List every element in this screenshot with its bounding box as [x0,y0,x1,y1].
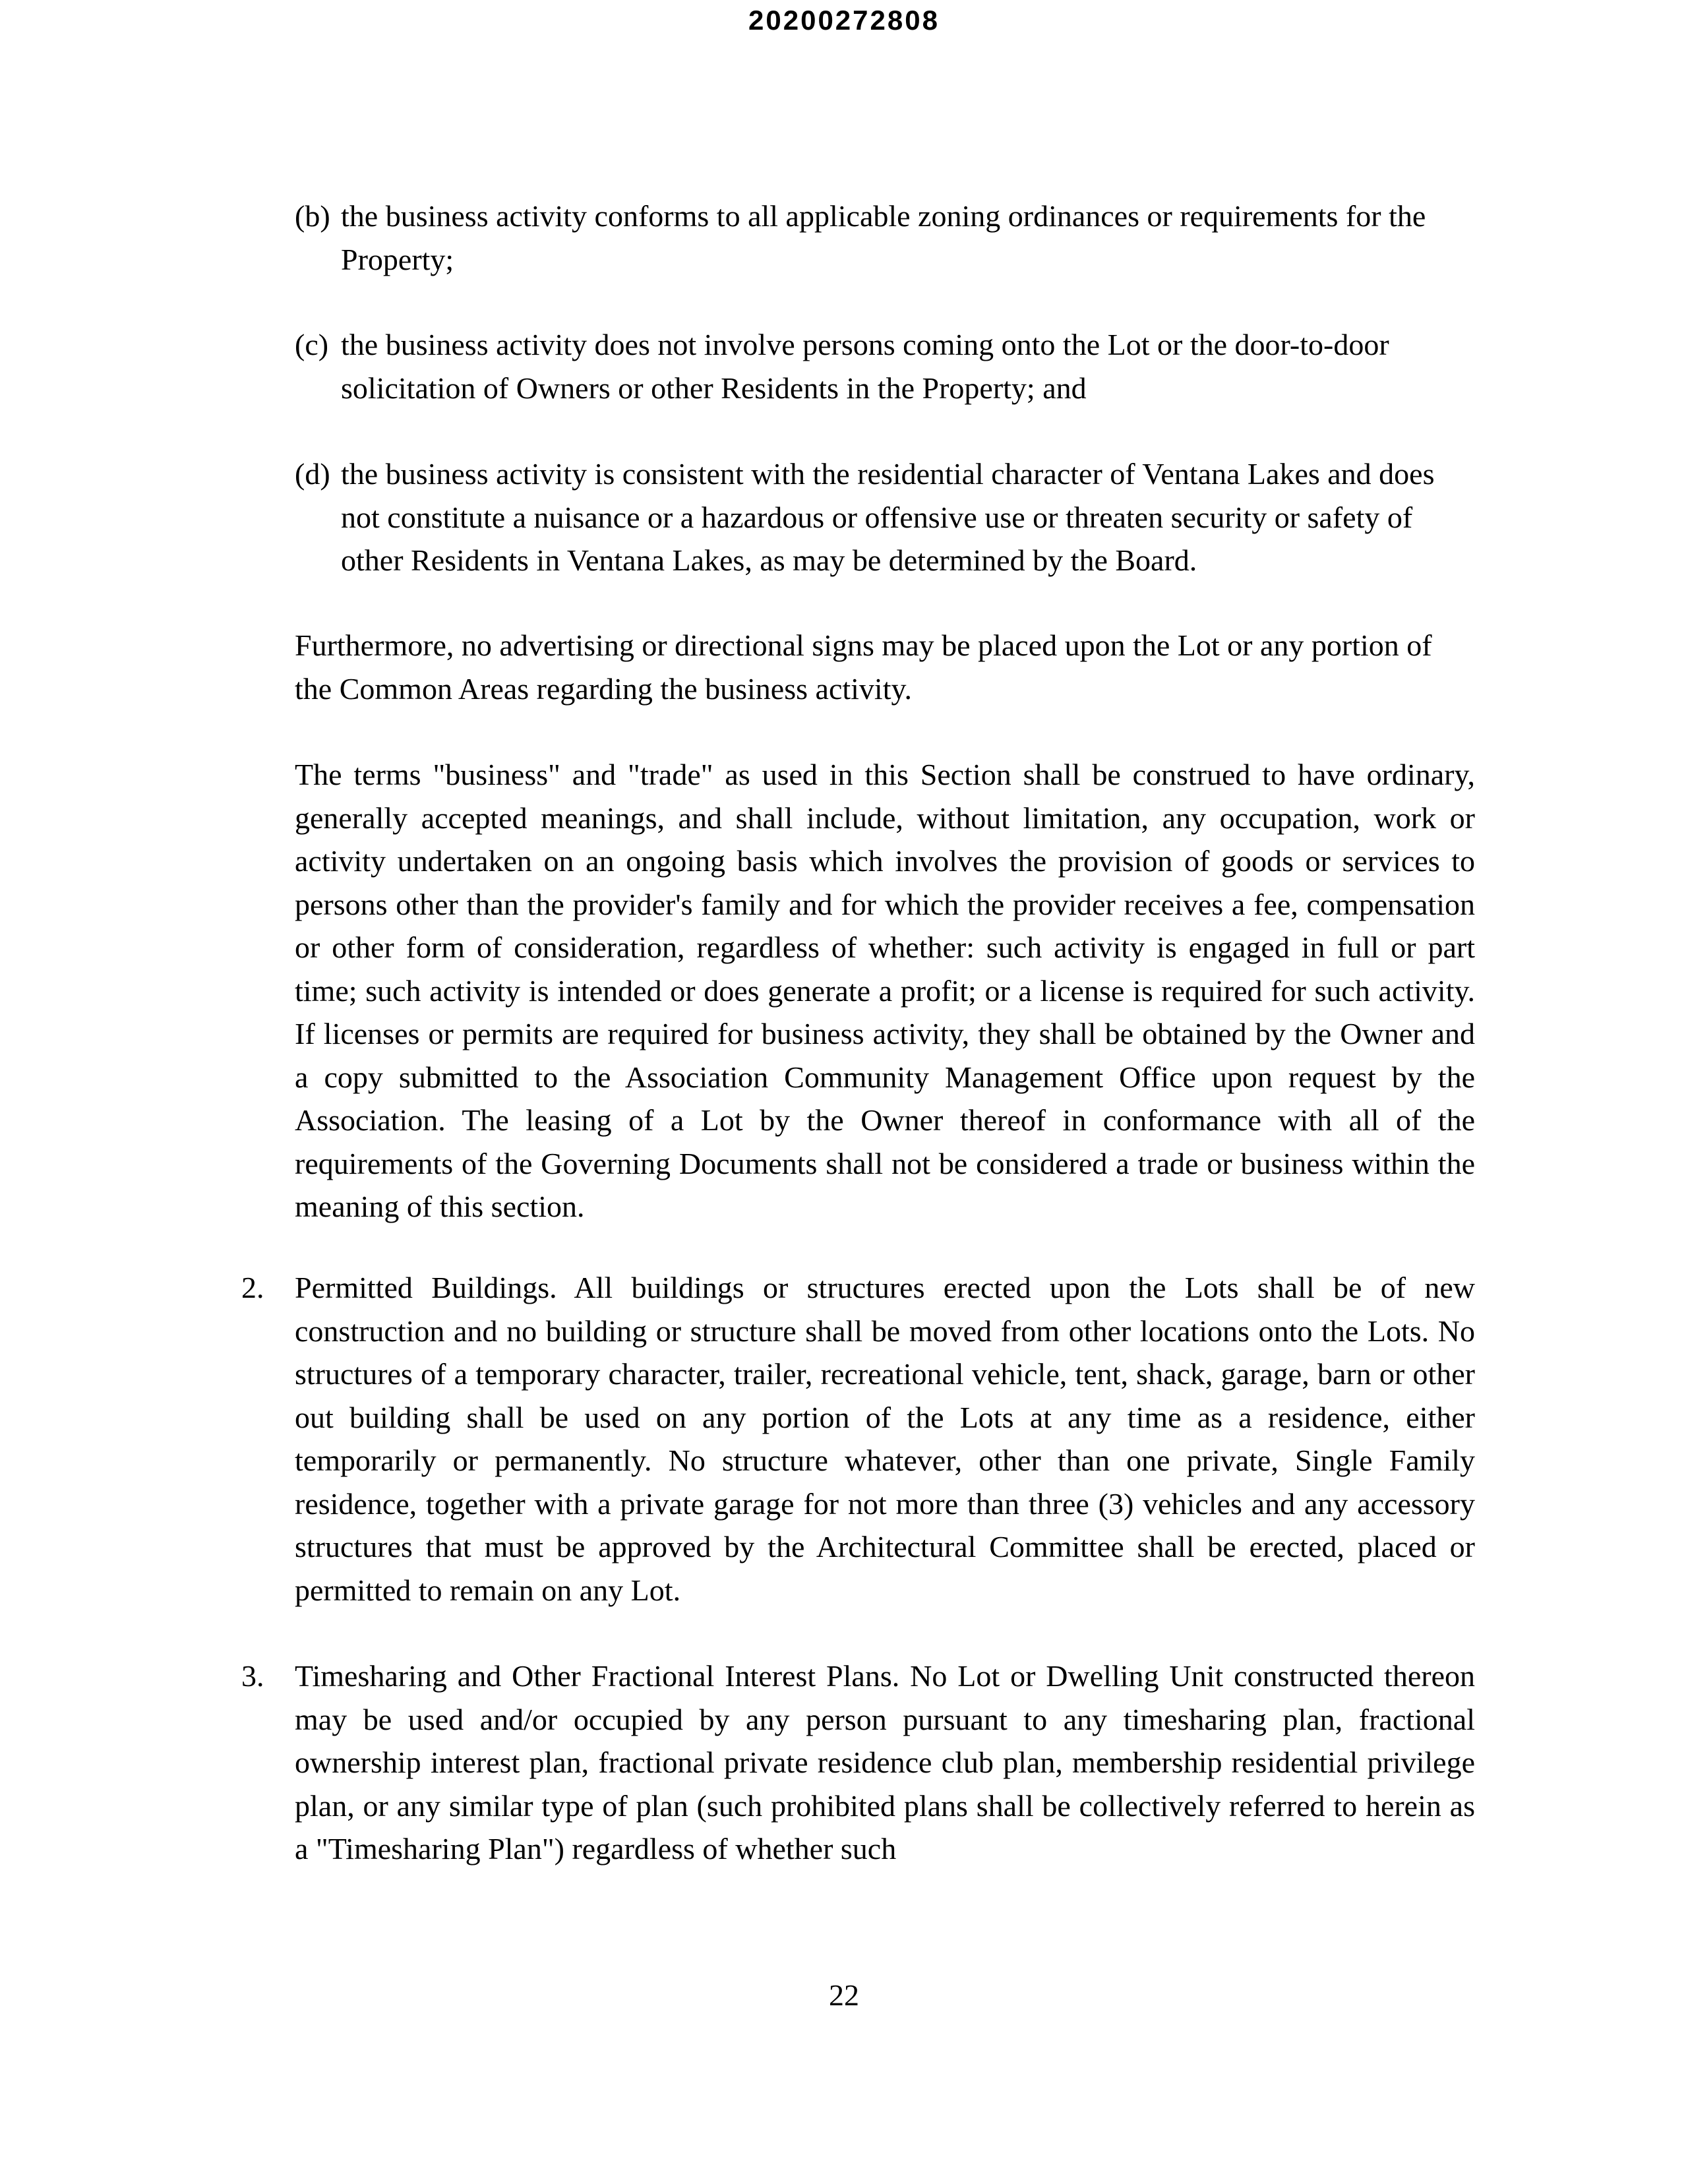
terms-paragraph: The terms "business" and "trade" as used in this Section shall be construed to have ordinary, generally accepted meanings, and shall include, without limitation, any occupation, work or activity undertaken on an ongoing basis which involves the provision of goods or services to persons other than the provider's family and for which the provider receives a fee, compensation or other form of consideration, regardless of whether: such activity is engaged in full or part time; such activity is intended or does generate a profit; or a license is required for such activity. If licenses or permits are required for business activity, they shall be obtained by the Owner and a copy submitted to the Association Community Management Office upon request by the Association. The leasing of a Lot by the Owner thereof in conformance with all of the requirements of the Governing Documents shall not be considered a trade or business within the meaning of this section. [295,758,1475,1223]
section-item-3 [241,1654,1475,1871]
sub-item-text: the business activity conforms to all applicable zoning ordinances or requirements for the Property; [341,199,1426,276]
sub-item-text: the business activity is consistent with the residential character of Ventana Lakes and does not constitute a nuisance or a hazardous or offensive use or threaten security or safety of other Residents in Ventana Lakes, as may be determined by the Board. [341,457,1435,577]
section-text: Timesharing and Other Fractional Interest Plans. No Lot or Dwelling Unit constructed thereon may be used and/or occupied by any person pursuant to any timesharing plan, fractional ownership interest plan, fractional private residence club plan, membership residential privilege plan, or any similar type of plan (such prohibited plans shall be collectively referred to herein as a "Timesharing Plan") regardless of whether such [295,1659,1475,1866]
section-text: Permitted Buildings. All buildings or structures erected upon the Lots shall be of new construction and no building or structure shall be moved from other locations onto the Lots. No structures of a temporary character, trailer, recreational vehicle, tent, shack, garage, barn or other out building shall be used on any portion of the Lots at any time as a residence, either temporarily or permanently. No structure whatever, other than one private, Single Family residence, together with a private garage for not more than three (3) vehicles and any accessory structures that must be approved by the Architectural Committee shall be erected, placed or permitted to remain on any Lot. [295,1271,1475,1607]
sub-item-d [295,452,1475,582]
section-number: 2. [241,1271,264,1304]
document-number: 20200272808 [748,5,940,36]
sub-item-b [295,195,1475,281]
section-item-2 [241,1266,1475,1612]
section-number: 3. [241,1659,264,1693]
sub-item-label: (d) [295,457,330,491]
sub-item-label: (c) [295,328,329,361]
page-number: 22 [829,1978,859,2012]
sub-item-c [295,323,1475,410]
sub-item-label: (b) [295,199,330,233]
sub-item-text: the business activity does not involve persons coming onto the Lot or the door-to-door solicitation of Owners or other Residents in the Property; and [341,328,1389,405]
furthermore-paragraph: Furthermore, no advertising or directional signs may be placed upon the Lot or any portion of the Common Areas regarding the business activity. [295,628,1432,706]
